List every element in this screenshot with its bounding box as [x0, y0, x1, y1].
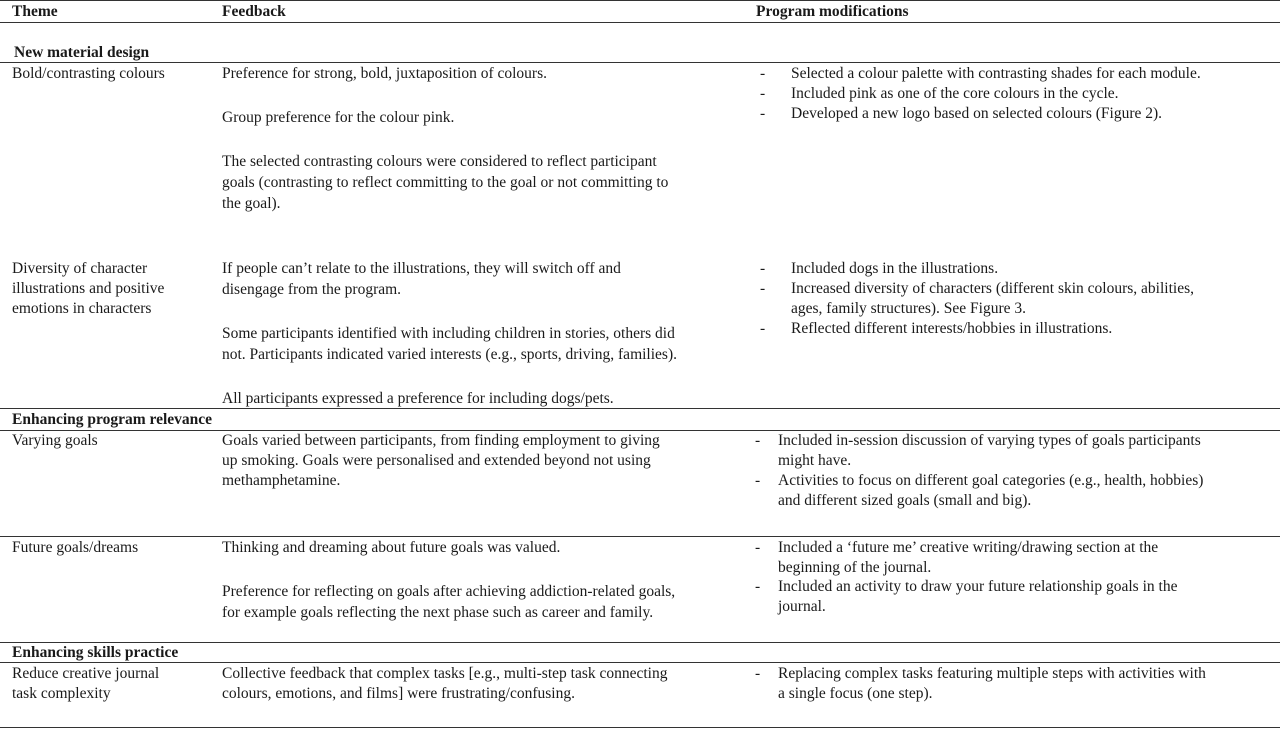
modification-line: a single focus (one step).: [778, 685, 933, 702]
feedback-line: Thinking and dreaming about future goals was valued.: [222, 539, 561, 556]
feedback-line: colours, emotions, and films] were frustrating/confusing.: [222, 685, 575, 702]
bullet-dash: -: [760, 105, 766, 122]
theme-cell: Reduce creative journal: [12, 665, 160, 682]
bullet-dash: -: [760, 280, 766, 297]
feedback-line: not. Participants indicated varied interests (e.g., sports, driving, families).: [222, 346, 677, 363]
modification-line: might have.: [778, 452, 852, 469]
theme-cell: emotions in characters: [12, 300, 152, 317]
bullet-dash: -: [760, 320, 766, 337]
bottom-rule: [0, 727, 1280, 728]
modification-line: journal.: [778, 598, 826, 615]
modification-line: beginning of the journal.: [778, 559, 932, 576]
header-feedback: Feedback: [222, 3, 286, 20]
modification-line: and different sized goals (small and big).: [778, 492, 1032, 509]
section-rule-3: [0, 642, 1280, 643]
feedback-line: Preference for reflecting on goals after achieving addiction-related goals,: [222, 583, 676, 600]
section-rule-2: [0, 408, 1280, 409]
modification-line: Included dogs in the illustrations.: [791, 260, 999, 277]
bullet-dash: -: [760, 85, 766, 102]
modification-line: Activities to focus on different goal categories (e.g., health, hobbies): [778, 472, 1204, 489]
section-rule-1: [0, 62, 1280, 63]
modification-line: Included a ‘future me’ creative writing/drawing section at the: [778, 539, 1159, 556]
feedback-line: for example goals reflecting the next phase such as career and family.: [222, 604, 654, 621]
modification-line: Included in-session discussion of varying types of goals participants: [778, 432, 1201, 449]
bullet-dash: -: [755, 578, 761, 595]
feedback-line: The selected contrasting colours were considered to reflect participant: [222, 153, 657, 170]
header-rule: [0, 22, 1280, 23]
section-title: New material design: [14, 44, 150, 61]
bullet-dash: -: [760, 65, 766, 82]
section-rule-3b: [0, 662, 1280, 663]
modification-line: ages, family structures). See Figure 3.: [791, 300, 1027, 317]
modification-line: Included pink as one of the core colours in the cycle.: [791, 85, 1119, 102]
theme-cell: Future goals/dreams: [12, 539, 139, 556]
theme-cell: Bold/contrasting colours: [12, 65, 165, 82]
section-title: Enhancing skills practice: [12, 644, 179, 661]
feedback-line: methamphetamine.: [222, 472, 341, 489]
bullet-dash: -: [755, 665, 761, 682]
modification-line: Included an activity to draw your future relationship goals in the: [778, 578, 1178, 595]
feedback-line: Collective feedback that complex tasks [e.g., multi-step task connecting: [222, 665, 668, 682]
modification-line: Increased diversity of characters (different skin colours, abilities,: [791, 280, 1194, 297]
feedback-line: up smoking. Goals were personalised and extended beyond not using: [222, 452, 651, 469]
theme-cell: task complexity: [12, 685, 111, 702]
feedback-line: Preference for strong, bold, juxtaposition of colours.: [222, 65, 547, 82]
feedback-line: Some participants identified with including children in stories, others did: [222, 325, 675, 342]
modification-line: Reflected different interests/hobbies in illustrations.: [791, 320, 1113, 337]
feedback-line: Group preference for the colour pink.: [222, 109, 455, 126]
theme-cell: illustrations and positive: [12, 280, 165, 297]
theme-cell: Diversity of character: [12, 260, 148, 277]
feedback-line: disengage from the program.: [222, 281, 402, 298]
section-title: Enhancing program relevance: [12, 411, 213, 428]
feedback-line: the goal).: [222, 195, 281, 212]
row-rule-3: [0, 536, 1280, 537]
bullet-dash: -: [755, 539, 761, 556]
top-rule: [0, 0, 1280, 1]
bullet-dash: -: [755, 472, 761, 489]
modification-line: Selected a colour palette with contrasting shades for each module.: [791, 65, 1201, 82]
bullet-dash: -: [760, 260, 766, 277]
theme-cell: Varying goals: [12, 432, 98, 449]
header-modifications: Program modifications: [756, 3, 909, 20]
header-theme: Theme: [12, 3, 58, 20]
feedback-line: All participants expressed a preference for including dogs/pets.: [222, 390, 614, 407]
feedback-line: goals (contrasting to reflect committing to the goal or not committing to: [222, 174, 669, 191]
feedback-line: Goals varied between participants, from finding employment to giving: [222, 432, 660, 449]
feedback-line: If people can’t relate to the illustrations, they will switch off and: [222, 260, 621, 277]
bullet-dash: -: [755, 432, 761, 449]
modification-line: Replacing complex tasks featuring multiple steps with activities with: [778, 665, 1206, 682]
modification-line: Developed a new logo based on selected colours (Figure 2).: [791, 105, 1163, 122]
